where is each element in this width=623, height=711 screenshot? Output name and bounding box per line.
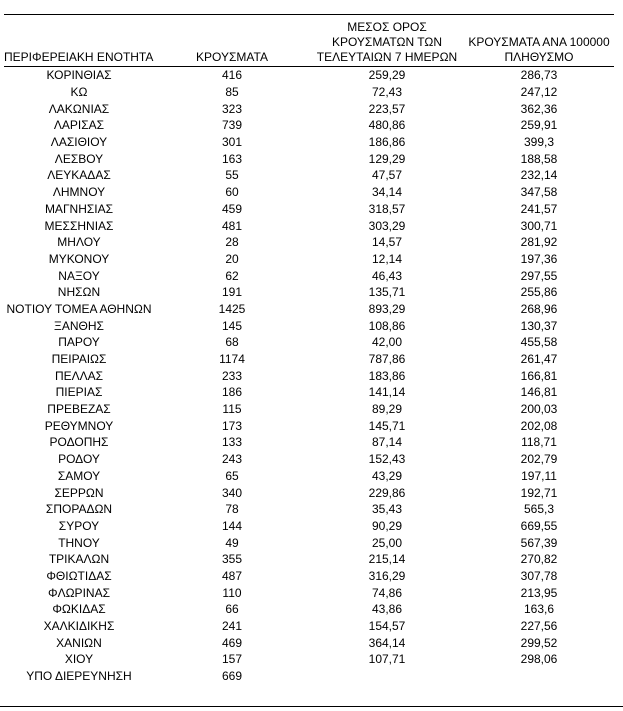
cell-cases-per-100k: 118,71 — [521, 435, 557, 450]
cell-cases: 85 — [225, 85, 239, 100]
cell-seven-day-average: 34,14 — [371, 185, 403, 200]
cell-seven-day-average: 43,86 — [371, 602, 403, 617]
cell-seven-day-average: 12,14 — [371, 251, 403, 266]
cell-cases: 65 — [225, 468, 239, 483]
table-row — [4, 317, 614, 334]
cell-seven-day-average: 787,86 — [368, 352, 406, 367]
table-row — [4, 184, 614, 201]
table-row — [4, 434, 614, 451]
cell-cases: 68 — [225, 335, 239, 350]
header-cases: ΚΡΟΥΣΜΑΤΑ — [154, 15, 310, 67]
table-row — [4, 150, 614, 167]
cell-regional-unit: ΜΗΛΟΥ — [57, 235, 101, 250]
table-row — [4, 217, 614, 234]
cell-cases: 1174 — [219, 352, 245, 367]
cell-cases: 459 — [221, 201, 243, 216]
cell-cases: 163 — [221, 151, 243, 166]
cell-regional-unit: ΜΕΣΣΗΝΙΑΣ — [44, 218, 114, 233]
cell-cases-per-100k: 268,96 — [520, 301, 558, 316]
cell-regional-unit: ΡΕΘΥΜΝΟΥ — [44, 418, 114, 433]
cell-seven-day-average: 89,29 — [371, 402, 403, 417]
cell-regional-unit: ΠΑΡΟΥ — [58, 335, 100, 350]
table-row — [4, 618, 614, 635]
cell-cases-per-100k: 192,71 — [520, 485, 558, 500]
table-row — [4, 468, 614, 485]
cell-cases: 191 — [221, 285, 243, 300]
cell-seven-day-average: 135,71 — [368, 285, 406, 300]
cell-cases: 145 — [221, 318, 243, 333]
cell-cases-per-100k: 255,86 — [520, 285, 558, 300]
cell-regional-unit: ΛΕΥΚΑΔΑΣ — [47, 168, 111, 183]
cell-cases-per-100k: 202,08 — [520, 418, 558, 433]
cell-cases-per-100k: 286,73 — [520, 68, 558, 83]
cell-regional-unit: ΦΩΚΙΔΑΣ — [52, 602, 106, 617]
cell-regional-unit: ΛΑΡΙΣΑΣ — [53, 118, 105, 133]
cell-cases: 739 — [221, 118, 243, 133]
table-row — [4, 67, 614, 84]
cell-regional-unit: ΝΑΞΟΥ — [58, 268, 100, 283]
cell-regional-unit: ΝΗΣΩΝ — [57, 285, 101, 300]
table-row — [4, 301, 614, 318]
cell-seven-day-average: 215,14 — [368, 552, 406, 567]
cell-seven-day-average: 74,86 — [371, 585, 403, 600]
cell-seven-day-average: 145,71 — [368, 418, 406, 433]
cell-cases-per-100k: 247,12 — [520, 85, 558, 100]
cell-seven-day-average: 90,29 — [371, 518, 403, 533]
bottom-divider — [0, 706, 623, 707]
cell-cases-per-100k: 300,71 — [520, 218, 558, 233]
cell-cases-per-100k: 202,79 — [520, 452, 558, 467]
cell-cases-per-100k: 669,55 — [520, 518, 558, 533]
cell-seven-day-average: 480,86 — [368, 118, 406, 133]
cell-cases: 49 — [225, 535, 239, 550]
cell-cases: 157 — [221, 652, 243, 667]
cell-seven-day-average — [310, 668, 464, 685]
cell-regional-unit: ΚΩ — [70, 85, 88, 100]
table-row — [4, 117, 614, 134]
cell-regional-unit: ΠΡΕΒΕΖΑΣ — [47, 402, 111, 417]
cell-cases-per-100k: 146,81 — [520, 385, 558, 400]
cell-seven-day-average: 154,57 — [368, 619, 406, 634]
table-row — [4, 451, 614, 468]
table-row — [4, 367, 614, 384]
cell-cases-per-100k: 213,95 — [520, 585, 558, 600]
table-row — [4, 201, 614, 218]
cell-seven-day-average: 364,14 — [368, 635, 406, 650]
cell-cases: 1425 — [218, 301, 246, 316]
cell-seven-day-average: 316,29 — [368, 568, 406, 583]
table-row — [4, 584, 614, 601]
table-row — [4, 167, 614, 184]
cell-regional-unit: ΠΕΙΡΑΙΩΣ — [51, 352, 107, 367]
table-row — [4, 134, 614, 151]
cell-seven-day-average: 186,86 — [368, 135, 406, 150]
cell-cases: 243 — [221, 452, 243, 467]
cell-seven-day-average: 35,43 — [371, 502, 403, 517]
cell-seven-day-average: 87,14 — [371, 435, 403, 450]
cell-seven-day-average: 14,57 — [371, 235, 403, 250]
cell-cases-per-100k: 200,03 — [520, 402, 558, 417]
cell-cases-per-100k: 197,11 — [521, 468, 557, 483]
table-body — [4, 67, 614, 685]
table-row — [4, 568, 614, 585]
cell-regional-unit: ΡΟΔΟΥ — [58, 452, 100, 467]
cell-regional-unit: ΣΥΡΟΥ — [58, 518, 100, 533]
cell-cases: 62 — [225, 268, 239, 283]
table-row — [4, 651, 614, 668]
cell-regional-unit: ΤΡΙΚΑΛΩΝ — [48, 552, 110, 567]
cell-regional-unit: ΞΑΝΘΗΣ — [54, 318, 104, 333]
cell-cases-per-100k: 270,82 — [520, 552, 558, 567]
cell-cases: 241 — [221, 619, 243, 634]
cell-regional-unit: ΜΑΓΝΗΣΙΑΣ — [44, 201, 114, 216]
cell-cases: 110 — [222, 585, 242, 600]
table-row — [4, 351, 614, 368]
cell-cases: 323 — [221, 101, 243, 116]
table-row — [4, 501, 614, 518]
cell-cases: 60 — [225, 185, 239, 200]
cell-regional-unit: ΛΕΣΒΟΥ — [54, 151, 104, 166]
cell-regional-unit: ΛΗΜΝΟΥ — [52, 185, 106, 200]
table-row — [4, 401, 614, 418]
header-cases-per-100k: ΚΡΟΥΣΜΑΤΑ ΑΝΑ 100000 ΠΛΗΘΥΣΜΟ — [464, 15, 614, 67]
cell-cases: 416 — [221, 68, 243, 83]
cell-cases-per-100k: 130,37 — [520, 318, 558, 333]
header-regional-unit: ΠΕΡΙΦΕΡΕΙΑΚΗ ΕΝΟΤΗΤΑ — [4, 15, 154, 67]
cell-cases-per-100k: 163,6 — [523, 602, 555, 617]
table-header — [4, 15, 614, 67]
cell-regional-unit: ΛΑΣΙΘΙΟΥ — [50, 135, 108, 150]
cell-cases: 173 — [221, 418, 243, 433]
cell-seven-day-average: 223,57 — [368, 101, 406, 116]
table-row — [4, 668, 614, 685]
cell-regional-unit: ΧΑΛΚΙΔΙΚΗΣ — [43, 619, 115, 634]
cell-seven-day-average: 229,86 — [368, 485, 406, 500]
cell-seven-day-average: 108,86 — [368, 318, 406, 333]
table-row — [4, 534, 614, 551]
cell-seven-day-average: 129,29 — [368, 151, 406, 166]
cell-cases: 133 — [221, 435, 243, 450]
cell-regional-unit: ΧΙΟΥ — [64, 652, 94, 667]
cell-cases: 669 — [221, 669, 243, 684]
cell-cases-per-100k: 297,55 — [520, 268, 558, 283]
table-row — [4, 100, 614, 117]
cell-seven-day-average: 46,43 — [371, 268, 403, 283]
cell-regional-unit: ΤΗΝΟΥ — [58, 535, 100, 550]
cell-cases: 66 — [225, 602, 239, 617]
cell-seven-day-average: 72,43 — [371, 85, 403, 100]
cell-seven-day-average: 303,29 — [368, 218, 406, 233]
table-row — [4, 518, 614, 535]
cell-seven-day-average: 259,29 — [368, 68, 406, 83]
cell-cases-per-100k: 347,58 — [520, 185, 558, 200]
cell-seven-day-average: 47,57 — [371, 168, 403, 183]
cell-cases: 186 — [221, 385, 243, 400]
table-row — [4, 551, 614, 568]
cell-cases-per-100k — [464, 668, 614, 685]
cell-cases-per-100k: 455,58 — [520, 335, 558, 350]
cell-cases: 481 — [221, 218, 243, 233]
cell-cases-per-100k: 565,3 — [523, 502, 555, 517]
table-row — [4, 601, 614, 618]
cell-cases: 55 — [225, 168, 239, 183]
cell-cases-per-100k: 232,14 — [520, 168, 558, 183]
cell-cases: 20 — [225, 251, 239, 266]
header-row — [4, 15, 614, 67]
cell-cases-per-100k: 299,52 — [520, 635, 558, 650]
cell-seven-day-average: 25,00 — [371, 535, 403, 550]
cell-regional-unit: ΥΠΟ ΔΙΕΡΕΥΝΗΣΗ — [26, 669, 132, 684]
table-row — [4, 251, 614, 268]
cell-cases-per-100k: 197,36 — [520, 251, 558, 266]
cell-cases-per-100k: 227,56 — [520, 619, 558, 634]
cell-cases: 340 — [221, 485, 243, 500]
cell-seven-day-average: 107,71 — [368, 652, 406, 667]
table-row — [4, 384, 614, 401]
table-row — [4, 417, 614, 434]
cell-regional-unit: ΠΕΛΛΑΣ — [54, 368, 104, 383]
cell-cases-per-100k: 281,92 — [520, 235, 558, 250]
cell-seven-day-average: 893,29 — [368, 301, 406, 316]
cell-regional-unit: ΣΕΡΡΩΝ — [54, 485, 104, 500]
cell-cases-per-100k: 188,58 — [520, 151, 558, 166]
cell-cases: 355 — [221, 552, 243, 567]
header-seven-day-average: ΜΕΣΟΣ ΟΡΟΣ ΚΡΟΥΣΜΑΤΩΝ ΤΩΝ ΤΕΛΕΥΤΑΙΩΝ 7 ΗΜΕΡΩΝ — [310, 15, 464, 67]
cell-cases-per-100k: 261,47 — [520, 352, 558, 367]
cell-cases: 78 — [225, 502, 239, 517]
cell-seven-day-average: 318,57 — [368, 201, 406, 216]
cell-regional-unit: ΚΟΡΙΝΘΙΑΣ — [46, 68, 112, 83]
table-row — [4, 284, 614, 301]
cell-regional-unit: ΣΠΟΡΑΔΩΝ — [45, 502, 113, 517]
cell-cases-per-100k: 307,78 — [520, 568, 558, 583]
cell-seven-day-average: 141,14 — [368, 385, 406, 400]
cell-cases: 233 — [221, 368, 243, 383]
cell-cases-per-100k: 298,06 — [520, 652, 558, 667]
cell-cases: 301 — [221, 135, 243, 150]
table-row — [4, 84, 614, 101]
cell-cases: 144 — [221, 518, 243, 533]
cell-cases: 115 — [222, 402, 242, 417]
cell-cases-per-100k: 362,36 — [520, 101, 558, 116]
cell-cases: 469 — [221, 635, 243, 650]
cell-cases-per-100k: 567,39 — [520, 535, 558, 550]
cell-cases: 28 — [225, 235, 239, 250]
cell-regional-unit: ΦΘΙΩΤΙΔΑΣ — [46, 568, 112, 583]
cell-regional-unit: ΝΟΤΙΟΥ ΤΟΜΕΑ ΑΘΗΝΩΝ — [6, 301, 152, 316]
cases-table — [4, 14, 614, 684]
cell-cases-per-100k: 399,3 — [523, 135, 555, 150]
cell-regional-unit: ΠΙΕΡΙΑΣ — [55, 385, 103, 400]
cell-cases: 487 — [221, 568, 243, 583]
table-row — [4, 634, 614, 651]
cell-regional-unit: ΛΑΚΩΝΙΑΣ — [48, 101, 110, 116]
cell-regional-unit: ΣΑΜΟΥ — [57, 468, 101, 483]
cell-regional-unit: ΡΟΔΟΠΗΣ — [49, 435, 109, 450]
table-row — [4, 334, 614, 351]
table-row — [4, 267, 614, 284]
cell-regional-unit: ΜΥΚΟΝΟΥ — [48, 251, 110, 266]
cell-seven-day-average: 43,29 — [371, 468, 403, 483]
cell-regional-unit: ΦΛΩΡΙΝΑΣ — [48, 585, 110, 600]
table-row — [4, 484, 614, 501]
cell-seven-day-average: 42,00 — [371, 335, 403, 350]
cell-cases-per-100k: 166,81 — [520, 368, 558, 383]
cell-regional-unit: ΧΑΝΙΩΝ — [56, 635, 102, 650]
cell-seven-day-average: 152,43 — [368, 452, 406, 467]
cell-seven-day-average: 183,86 — [368, 368, 406, 383]
table-row — [4, 234, 614, 251]
cell-cases-per-100k: 259,91 — [520, 118, 558, 133]
cell-cases-per-100k: 241,57 — [520, 201, 558, 216]
